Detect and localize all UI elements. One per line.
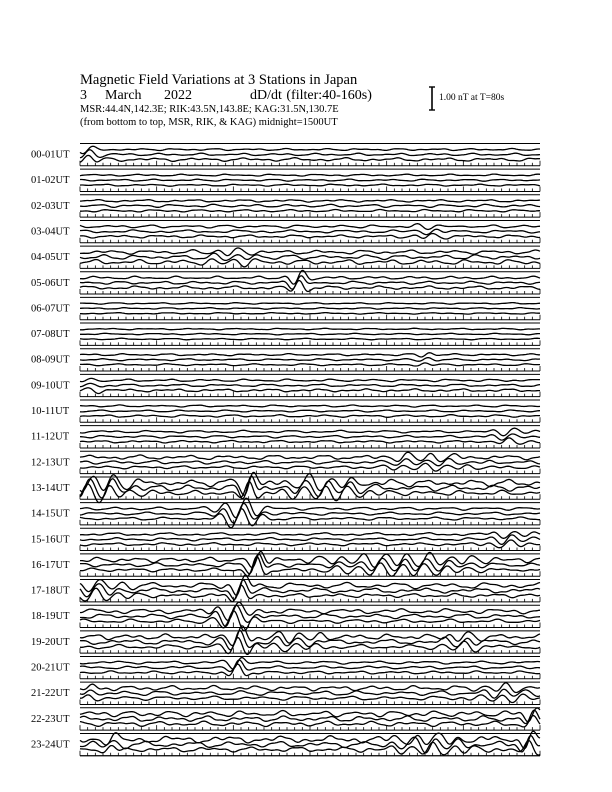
row-label: 17-18UT [31, 585, 70, 597]
trace-rik [80, 710, 540, 723]
trace-kag [80, 498, 540, 517]
chart-title: Magnetic Field Variations at 3 Stations in Japan [80, 72, 358, 88]
trace-kag [80, 683, 540, 693]
row-label: 22-23UT [31, 713, 70, 725]
chart-filter: dD/dt (filter:40-160s) [250, 88, 372, 103]
trace-kag [80, 146, 540, 153]
chart-date: 3 March 2022 [80, 88, 193, 103]
trace-kag [80, 428, 540, 436]
station-coordinates: MSR:44.4N,142.3E; RIK:43.5N,143.8E; KAG:31.5N,130.7E [80, 104, 339, 115]
trace-rik [80, 333, 540, 335]
trace-kag [80, 405, 540, 407]
row-label: 06-07UT [31, 303, 70, 315]
row-label: 01-02UT [31, 175, 70, 187]
trace-kag [80, 575, 540, 595]
trace-msr [80, 313, 540, 315]
trace-kag [80, 224, 540, 230]
trace-msr [80, 234, 540, 240]
row-label: 04-05UT [31, 252, 70, 264]
scale-label: 1.00 nT at T=80s [439, 93, 505, 103]
row-label: 11-12UT [31, 431, 70, 443]
trace-msr [80, 363, 540, 366]
trace-kag [80, 303, 540, 305]
trace-rik [80, 410, 540, 412]
row-label: 09-10UT [31, 380, 70, 392]
station-order-note: (from bottom to top, MSR, RIK, & KAG) midnight=1500UT [80, 117, 338, 128]
trace-kag [80, 378, 540, 381]
row-label: 18-19UT [31, 611, 70, 623]
trace-rik [80, 308, 540, 310]
row-label: 15-16UT [31, 534, 70, 546]
trace-rik [80, 358, 540, 362]
trace-msr [80, 338, 540, 340]
row-label: 21-22UT [31, 688, 70, 700]
trace-rik [80, 229, 540, 234]
trace-kag [80, 200, 540, 203]
row-label: 02-03UT [31, 200, 70, 212]
trace-rik [80, 204, 540, 207]
trace-kag [80, 174, 540, 176]
trace-kag [80, 532, 540, 539]
trace-rik [80, 736, 540, 753]
trace-kag [80, 353, 540, 357]
row-label: 20-21UT [31, 662, 70, 674]
row-label: 12-13UT [31, 457, 70, 469]
row-label: 19-20UT [31, 636, 70, 648]
trace-kag [80, 270, 540, 284]
row-label: 07-08UT [31, 329, 70, 341]
trace-msr [80, 415, 540, 418]
trace-kag [80, 328, 540, 330]
row-label: 05-06UT [31, 277, 70, 289]
trace-kag [80, 626, 540, 646]
trace-rik [80, 459, 540, 466]
row-label: 08-09UT [31, 354, 70, 366]
trace-rik [80, 179, 540, 181]
row-label: 10-11UT [31, 406, 70, 417]
trace-kag [80, 452, 540, 461]
trace-kag [80, 248, 540, 256]
row-label: 16-17UT [31, 559, 70, 571]
row-label: 14-15UT [31, 508, 70, 520]
trace-msr [80, 210, 540, 212]
row-label: 23-24UT [31, 739, 70, 751]
row-label: 00-01UT [31, 149, 70, 161]
trace-rik [80, 434, 540, 440]
trace-rik [80, 150, 540, 158]
trace-rik [80, 383, 540, 387]
row-label: 03-04UT [31, 226, 70, 238]
row-label: 13-14UT [31, 482, 70, 494]
trace-msr [80, 184, 540, 186]
